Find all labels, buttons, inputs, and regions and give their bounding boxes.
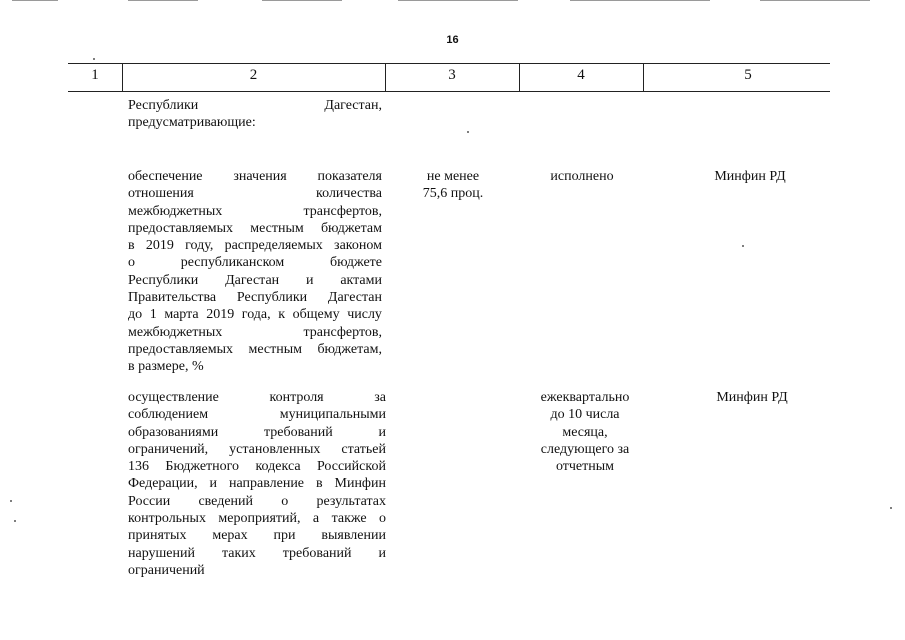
cell-word: Федерации, [128, 476, 198, 492]
cell-text-line [128, 306, 382, 323]
cell-text-line [128, 220, 382, 237]
cell-word: Республики [128, 98, 199, 113]
cell-word: 2019 [145, 238, 174, 254]
cell-word: местным [250, 220, 304, 236]
cell-word: и [209, 476, 218, 492]
cell-word: в [128, 238, 135, 254]
cell-word: общему [292, 307, 340, 323]
cell-word: Бюджетного [165, 459, 240, 475]
cell-word: требований [263, 424, 333, 440]
table-row-deadline [525, 389, 645, 475]
cell-word: мероприятий, [218, 511, 301, 527]
cell-word: результатах [316, 493, 386, 509]
cell-word: Республики [236, 290, 308, 306]
cell-word: и [305, 272, 314, 288]
cell-word: Минфин [334, 476, 386, 492]
column-number-4: 4 [577, 67, 585, 83]
cell-word: о [128, 255, 135, 271]
cell-word: выявлении [321, 528, 386, 544]
cell-text-line: следующего за [540, 441, 630, 457]
cell-text-line [128, 406, 386, 423]
cell-word: о [281, 493, 289, 509]
cell-text-line [128, 424, 386, 441]
cell-word: Правительства [128, 290, 217, 306]
cell-text-line [128, 527, 386, 544]
cell-word: образованиями [128, 424, 219, 440]
column-number-5: 5 [744, 67, 752, 83]
cell-word: таких [221, 545, 256, 561]
cell-word: предоставляемых [128, 220, 234, 236]
cell-word: 136 [128, 459, 149, 475]
cell-word: о [379, 511, 386, 527]
cell-word: требований [282, 545, 352, 561]
cell-word: бюджетам [320, 220, 382, 236]
cell-text-line: до 10 числа [550, 407, 620, 423]
cell-word: трансфертов, [303, 203, 382, 219]
cell-text-line [128, 341, 382, 358]
cell-word: соблюдением [128, 407, 209, 423]
cell-text-line [128, 237, 382, 254]
cell-text-line: не менее [426, 169, 480, 184]
cell-word: и [378, 545, 386, 561]
cell-word: контрольных [128, 511, 206, 527]
scan-edge-line [12, 0, 58, 1]
cell-word: кодекса [255, 459, 301, 475]
table-row-description [128, 97, 382, 132]
cell-word: Дагестан, [324, 98, 382, 113]
cell-word: к [278, 307, 286, 323]
scan-edge-line [398, 0, 518, 1]
scan-speck [93, 58, 95, 60]
cell-word: сведений [198, 493, 254, 509]
table-top-border [68, 63, 830, 64]
table-row-deadline [522, 168, 642, 185]
cell-text-line [128, 458, 386, 475]
scan-speck [467, 131, 469, 133]
column-number-1: 1 [91, 67, 99, 83]
cell-text-line: ограничений [128, 562, 205, 578]
table-header-bottom-border [68, 91, 830, 92]
cell-word: местным [248, 341, 302, 357]
cell-text-line: ежеквартально [540, 390, 630, 405]
scan-speck [10, 500, 12, 502]
cell-word: ограничений, [128, 441, 209, 457]
cell-word: актами [340, 272, 382, 288]
table-row-responsible: Минфин РД [716, 390, 788, 405]
cell-text-line [128, 97, 382, 114]
cell-word: направление [228, 476, 305, 492]
cell-text-line: 75,6 проц. [422, 186, 484, 202]
cell-word: также [331, 511, 367, 527]
cell-word: бюджете [329, 255, 382, 271]
scan-edge-line [262, 0, 342, 1]
cell-word: принятых [128, 528, 187, 544]
cell-word: Республики [128, 272, 199, 288]
cell-text-line [128, 272, 382, 289]
cell-text-line [128, 254, 382, 271]
table-row-description [128, 168, 382, 376]
cell-text-line [128, 168, 382, 185]
table-row-responsible: Минфин РД [714, 169, 786, 184]
column-number-2: 2 [249, 67, 258, 83]
scan-edge-line [570, 0, 710, 1]
cell-word: межбюджетных [128, 203, 223, 219]
cell-word: Дагестан [225, 272, 280, 288]
cell-word: распределяемых [224, 238, 323, 254]
cell-word: Дагестан [327, 290, 382, 306]
cell-text-line [128, 324, 382, 341]
cell-text-line [128, 289, 382, 306]
cell-word: числу [347, 307, 382, 323]
cell-word: количества [316, 186, 382, 202]
cell-text-line: исполнено [550, 169, 614, 184]
cell-word: в [315, 476, 323, 492]
cell-text-line: месяца, [562, 424, 608, 440]
cell-word: межбюджетных [128, 324, 223, 340]
cell-word: марта [164, 307, 199, 323]
cell-word: республиканском [180, 255, 285, 271]
cell-word: предоставляемых [128, 341, 234, 357]
cell-word: до [128, 307, 143, 323]
cell-word: и [378, 424, 386, 440]
cell-word: значения [233, 169, 287, 184]
scan-edge-line [760, 0, 870, 1]
cell-word: статьей [341, 441, 386, 457]
cell-text-line [128, 389, 386, 406]
cell-word: за [374, 390, 386, 405]
cell-word: осуществление [128, 390, 219, 405]
cell-text-line [128, 545, 386, 562]
cell-word: нарушений [128, 545, 195, 561]
cell-word: муниципальными [279, 407, 386, 423]
cell-word: 2019 [206, 307, 235, 323]
cell-text-line [128, 510, 386, 527]
scan-speck [14, 520, 16, 522]
cell-text-line: отчетным [555, 459, 615, 475]
cell-word: а [312, 511, 320, 527]
scan-speck [742, 245, 744, 247]
cell-word: контроля [269, 390, 324, 405]
column-number-3: 3 [448, 67, 456, 83]
table-row-target [393, 168, 513, 203]
scan-edge-line [128, 0, 198, 1]
cell-text-line: предусматривающие: [128, 115, 256, 131]
cell-word: Российской [316, 459, 386, 475]
cell-text-line [128, 441, 386, 458]
cell-word: отношения [128, 186, 194, 202]
cell-word: трансфертов, [303, 324, 382, 340]
cell-text-line: в размере, % [128, 359, 204, 375]
cell-word: установленных [229, 441, 321, 457]
cell-word: обеспечение [128, 169, 203, 184]
cell-word: показателя [317, 169, 382, 184]
cell-text-line [128, 185, 382, 202]
cell-text-line [128, 203, 382, 220]
cell-text-line [128, 475, 386, 492]
cell-word: России [128, 493, 171, 509]
cell-word: году, [185, 238, 214, 254]
cell-word: бюджетам, [317, 341, 382, 357]
scan-speck [890, 507, 892, 509]
cell-word: года, [241, 307, 271, 323]
cell-word: при [273, 528, 296, 544]
table-row-description [128, 389, 386, 579]
cell-word: законом [334, 238, 382, 254]
cell-word: 1 [149, 307, 157, 323]
cell-word: мерах [212, 528, 248, 544]
page-number: 16 [446, 34, 459, 46]
cell-text-line [128, 493, 386, 510]
